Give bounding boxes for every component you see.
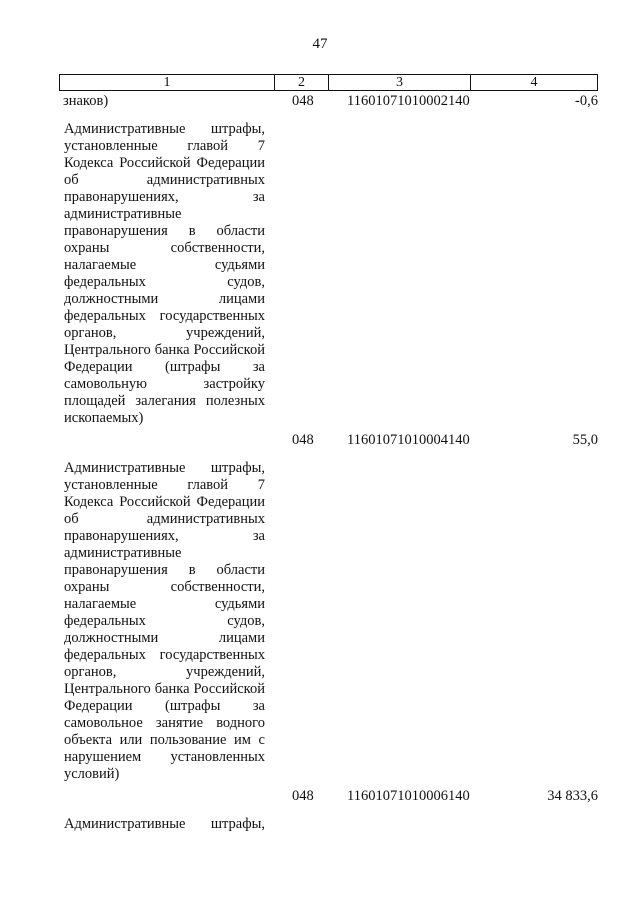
header-col-2: 2 [275,75,329,90]
header-col-3: 3 [329,75,471,90]
table-header-row [59,74,598,91]
table-row [0,816,640,836]
header-col-1: 1 [60,75,275,90]
row-description: Административные штрафы, установленные главой 7 Кодекса Российской Федерации об административных правонарушениях, за административные правонарушения в области охраны собственности, налагаемые судьями федеральных судов, должностными лицами федеральных государственных органов, учреждений, Центрального банка Российской Федерации (штрафы за самовольное занятие водного объекта или пользование им с нарушением установленных условий) [64,460,265,782]
row-kbk: 11601071010006140 [347,788,470,804]
row-description: Административные штрафы, установленные главой 7 Кодекса Российской Федерации об административных правонарушениях, за административные правонарушения в области охраны собственности, налагаемые судьями федеральных судов, должностными лицами федеральных государственных органов, учреждений, Центрального банка Российской Федерации (штрафы за самовольную застройку площадей залегания полезных ископаемых) [64,121,265,426]
row-amount: 55,0 [572,432,598,448]
row-amount: -0,6 [575,93,598,109]
row-description: Административные штрафы, [64,816,265,832]
row-code: 048 [292,432,314,448]
row-code: 048 [292,93,314,109]
row-code: 048 [292,788,314,804]
row-kbk: 11601071010004140 [347,432,470,448]
table-row [0,121,640,451]
header-col-4: 4 [530,75,538,90]
page-number: 47 [312,36,328,52]
table-row [0,460,640,805]
row-kbk: 11601071010002140 [347,93,470,109]
row-amount: 34 833,6 [547,788,598,804]
row-description: знаков) [63,93,109,109]
table-row [0,93,640,111]
